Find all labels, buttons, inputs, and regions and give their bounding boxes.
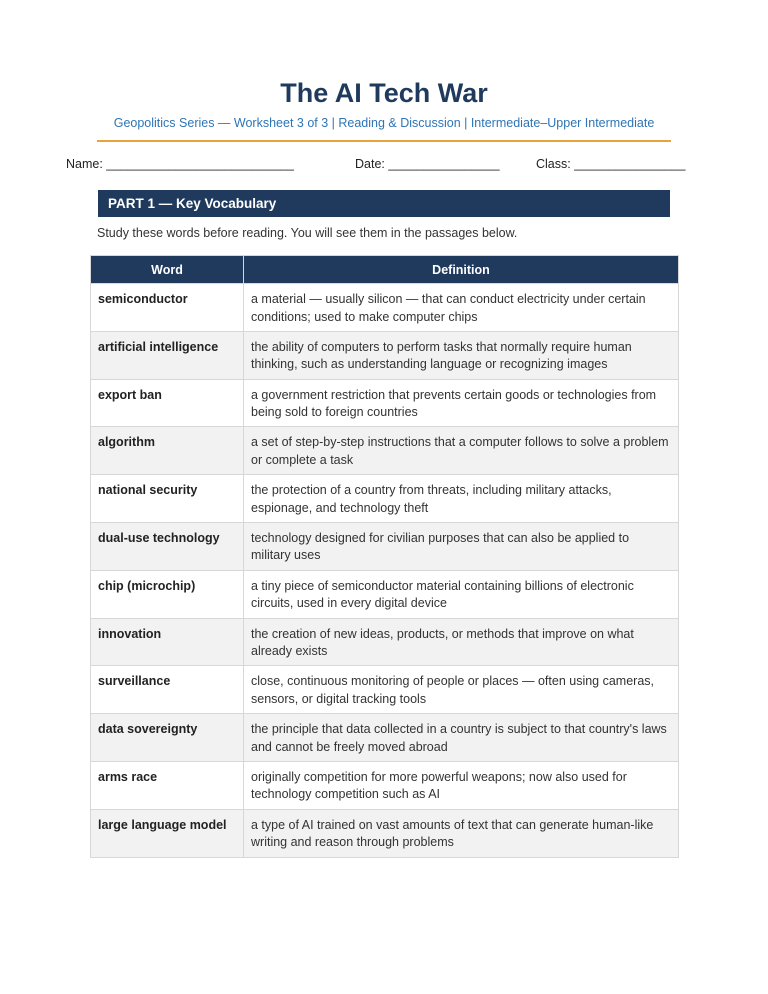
vocab-definition: the ability of computers to perform tasks that normally require human thinking, such as understanding language or recognizing images	[244, 331, 679, 379]
vocab-definition: a set of step-by-step instructions that a computer follows to solve a problem or complete a task	[244, 427, 679, 475]
vocab-word: innovation	[91, 618, 244, 666]
vocab-word: surveillance	[91, 666, 244, 714]
vocab-definition: a government restriction that prevents certain goods or technologies from being sold to foreign countries	[244, 379, 679, 427]
table-row	[91, 714, 679, 762]
vocab-definition: the creation of new ideas, products, or methods that improve on what already exists	[244, 618, 679, 666]
table-row	[91, 570, 679, 618]
part1-heading: PART 1 — Key Vocabulary	[98, 190, 670, 217]
date-field: Date: ________________	[355, 157, 500, 171]
title-divider	[97, 140, 671, 142]
table-row	[91, 522, 679, 570]
vocab-word: algorithm	[91, 427, 244, 475]
table-header-row	[91, 256, 679, 284]
table-row	[91, 379, 679, 427]
vocab-definition: a tiny piece of semiconductor material containing billions of electronic circuits, used in every digital device	[244, 570, 679, 618]
vocab-definition: originally competition for more powerful weapons; now also used for technology competition such as AI	[244, 761, 679, 809]
worksheet-title: The AI Tech War	[280, 78, 488, 108]
table-row	[91, 284, 679, 332]
column-header-definition: Definition	[244, 256, 679, 284]
name-field: Name: ___________________________	[66, 157, 294, 171]
vocab-definition: the protection of a country from threats, including military attacks, espionage, and technology theft	[244, 475, 679, 523]
table-row	[91, 761, 679, 809]
vocab-word: large language model	[91, 809, 244, 857]
vocab-word: dual-use technology	[91, 522, 244, 570]
vocab-definition: a type of AI trained on vast amounts of text that can generate human-like writing and reason through problems	[244, 809, 679, 857]
part1-instructions: Study these words before reading. You will see them in the passages below.	[97, 226, 518, 240]
vocab-definition: technology designed for civilian purposes that can also be applied to military uses	[244, 522, 679, 570]
vocabulary-table	[90, 255, 679, 858]
table-row	[91, 427, 679, 475]
vocab-definition: the principle that data collected in a country is subject to that country's laws and cannot be freely moved abroad	[244, 714, 679, 762]
vocab-word: semiconductor	[91, 284, 244, 332]
class-field: Class: ________________	[536, 157, 686, 171]
vocab-word: data sovereignty	[91, 714, 244, 762]
vocab-word: export ban	[91, 379, 244, 427]
vocab-definition: close, continuous monitoring of people or places — often using cameras, sensors, or digital tracking tools	[244, 666, 679, 714]
table-row	[91, 809, 679, 857]
table-row	[91, 666, 679, 714]
column-header-word: Word	[91, 256, 244, 284]
table-row	[91, 475, 679, 523]
worksheet-subtitle: Geopolitics Series — Worksheet 3 of 3 | Reading & Discussion | Intermediate–Upper Intermediate	[113, 116, 655, 130]
vocab-word: national security	[91, 475, 244, 523]
vocab-word: artificial intelligence	[91, 331, 244, 379]
vocab-definition: a material — usually silicon — that can conduct electricity under certain conditions; used to make computer chips	[244, 284, 679, 332]
table-row	[91, 618, 679, 666]
table-row	[91, 331, 679, 379]
vocab-word: arms race	[91, 761, 244, 809]
vocab-word: chip (microchip)	[91, 570, 244, 618]
